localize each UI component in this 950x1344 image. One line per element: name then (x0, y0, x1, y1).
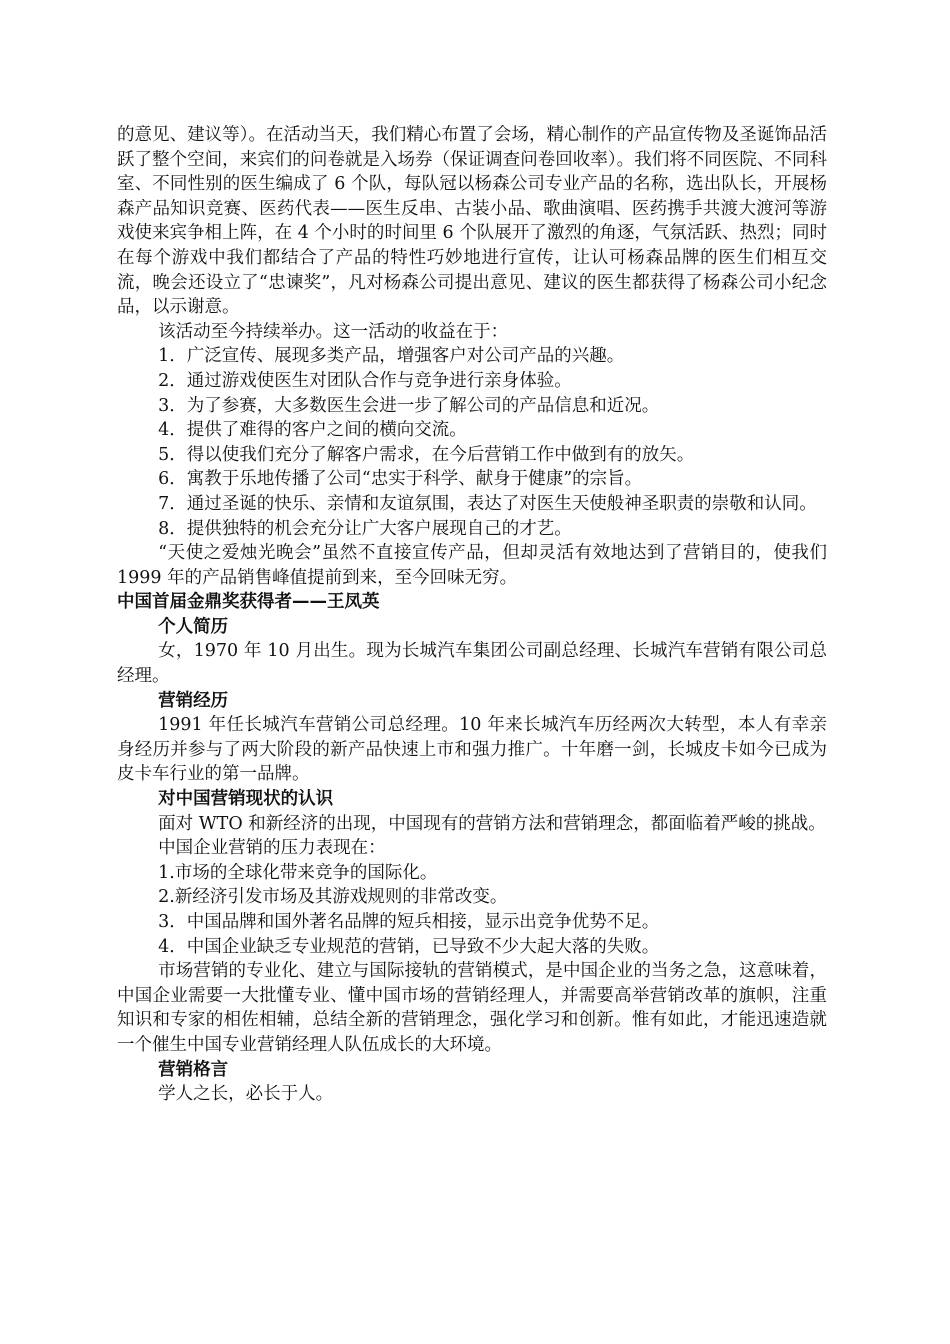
paragraph-conclusion: “天使之爱烛光晚会”虽然不直接宣传产品，但却灵活有效地达到了营销目的，使我们 1999 年的产品销售峰值提前到来，至今回味无穷。 (117, 543, 827, 588)
subheading-market-view: 对中国营销现状的认识 (158, 789, 334, 810)
paragraph-market-view: 面对 WTO 和新经济的出现，中国现有的营销方法和营销理念，都面临着严峻的挑战。 (158, 813, 826, 834)
paragraph-activity-description: 的意见、建议等）。在活动当天，我们精心布置了会场，精心制作的产品宣传物及圣诞饰品活跃了整个空间，来宾们的问卷就是入场券（保证调查问卷回收率）。我们将不同医院、不同科室、不同性别的医生编成了 6 个队，每队冠以杨森公司专业产品的名称，选出队长，开展杨森产品知识竞赛、医药代表——医生反串、古装小品、歌曲演唱、医药携手共渡大渡河等游戏使来宾争相上阵，在 4 个小时的时间里 6 个队展开了激烈的角逐，气氛活跃、热烈；同时在每个游戏中我们都结合了产品的特性巧妙地进行宣传，让认可杨森品牌的医生们相互交流，晚会还设立了“忠谏奖”，凡对杨森公司提出意见、建议的医生都获得了杨森公司小纪念品，以示谢意。 (117, 125, 827, 318)
pressure-item-2: 2.新经济引发市场及其游戏规则的非常改变。 (158, 887, 508, 908)
paragraph-professionalization: 市场营销的专业化、建立与国际接轨的营销模式，是中国企业的当务之急，这意味着，中国企业需要一大批懂专业、懂中国市场的营销经理人，并需要高举营销改革的旗帜，注重知识和专家的相佐相辅，总结全新的营销理念，强化学习和创新。惟有如此，才能迅速造就一个催生中国专业营销经理人队伍成长的大环境。 (117, 961, 827, 1055)
benefit-item-5: 5．得以使我们充分了解客户需求，在今后营销工作中做到有的放矢。 (158, 444, 695, 465)
benefit-item-4: 4．提供了难得的客户之间的横向交流。 (158, 420, 467, 441)
subheading-resume: 个人简历 (158, 616, 229, 637)
section-heading-award-winner: 中国首届金鼎奖获得者——王凤英 (117, 592, 380, 613)
benefit-item-2: 2．通过游戏使医生对团队合作与竞争进行亲身体验。 (158, 370, 572, 391)
paragraph-motto: 学人之长，必长于人。 (158, 1084, 334, 1105)
benefit-item-8: 8．提供独特的机会充分让广大客户展现自己的才艺。 (158, 518, 572, 539)
benefit-item-6: 6．寓教于乐地传播了公司“忠实于科学、献身于健康”的宗旨。 (158, 469, 643, 490)
paragraph-pressure-intro: 中国企业营销的压力表现在： (158, 838, 386, 859)
pressure-item-3: 3．中国品牌和国外著名品牌的短兵相接，显示出竞争优势不足。 (158, 912, 660, 932)
subheading-motto: 营销格言 (158, 1059, 229, 1080)
pressure-item-1: 1.市场的全球化带来竞争的国际化。 (158, 862, 438, 883)
paragraph-experience: 1991 年任长城汽车营销公司总经理。10 年来长城汽车历经两次大转型，本人有幸亲身经历并参与了两大阶段的新产品快速上市和强力推广。十年磨一剑，长城皮卡如今已成为皮卡车行业的第一品牌。 (117, 715, 827, 785)
document-page (117, 123, 827, 1107)
benefit-item-7: 7．通过圣诞的快乐、亲情和友谊氛围，表达了对医生天使般神圣职责的崇敬和认同。 (158, 493, 817, 514)
paragraph-benefits-intro: 该活动至今持续举办。这一活动的收益在于： (158, 321, 509, 342)
pressure-item-4: 4．中国企业缺乏专业规范的营销，已导致不少大起大落的失败。 (158, 936, 660, 957)
benefit-item-1: 1．广泛宣传、展现多类产品，增强客户对公司产品的兴趣。 (158, 346, 625, 367)
benefit-item-3: 3．为了参赛，大多数医生会进一步了解公司的产品信息和近况。 (158, 395, 660, 416)
subheading-experience: 营销经历 (158, 690, 229, 711)
paragraph-resume: 女，1970 年 10 月出生。现为长城汽车集团公司副总经理、长城汽车营销有限公司总经理。 (117, 641, 827, 687)
